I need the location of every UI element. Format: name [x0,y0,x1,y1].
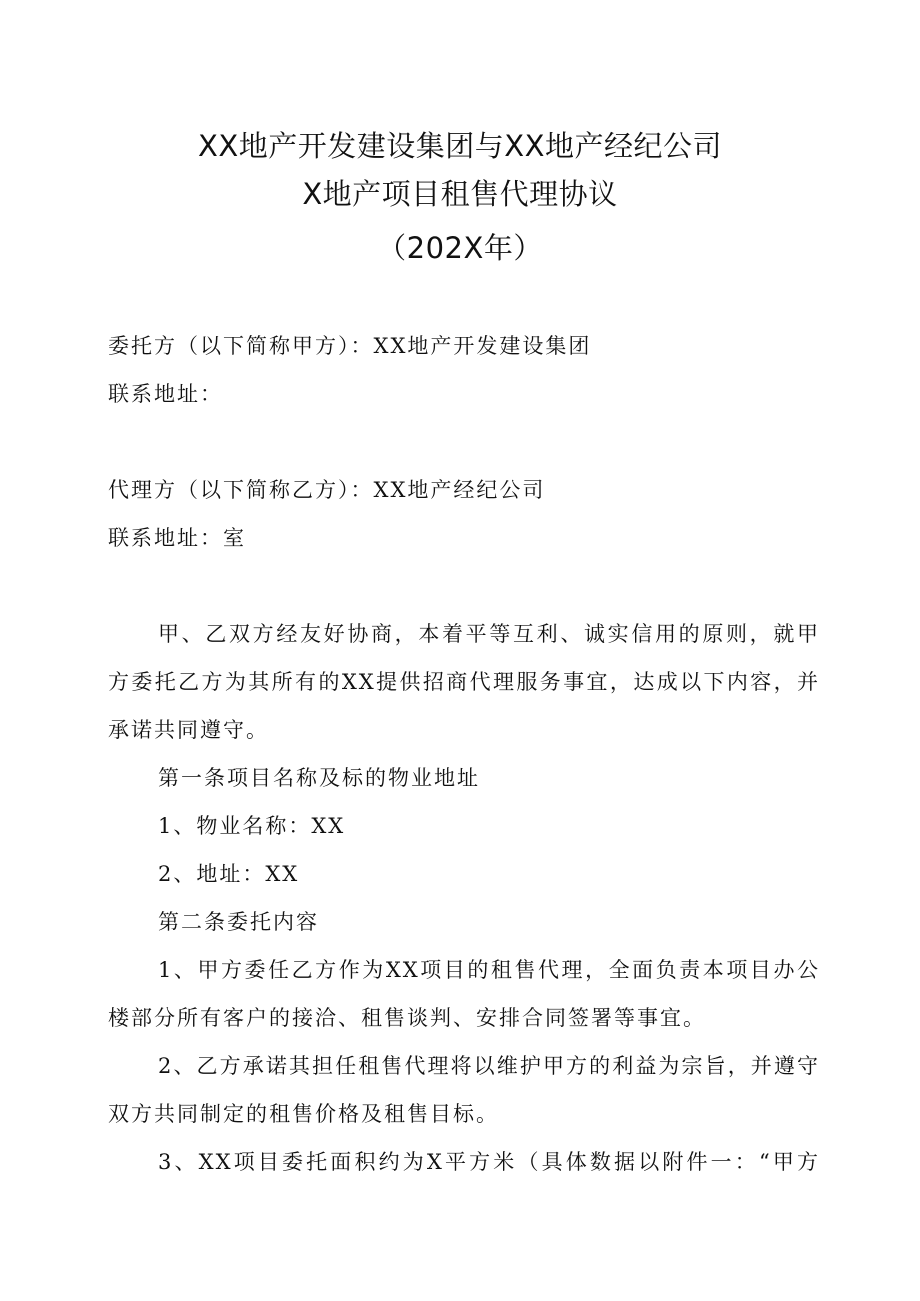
document-title-line-2: X地产项目租售代理协议 [302,177,618,211]
document-title-line-1: XX地产开发建设集团与XX地产经纪公司 [198,129,722,163]
client-party-line: 委托方（以下简称甲方）：XX地产开发建设集团 [108,334,592,358]
agent-address-line: 联系地址：室 [108,526,246,550]
article-2-clause-3-line-1: 3、XX项目委托面积约为X平方米（具体数据以附件一：“甲方 [158,1150,820,1174]
preamble-line-2: 方委托乙方为其所有的XX提供招商代理服务事宜，达成以下内容，并 [108,670,820,694]
article-1-item-2: 2、地址：XX [158,862,300,886]
article-2-heading: 第二条委托内容 [158,910,319,934]
document-title-year: （202X年） [377,231,543,265]
article-2-clause-2-line-2: 双方共同制定的租售价格及租售目标。 [108,1102,499,1126]
client-address-line: 联系地址： [108,382,223,406]
article-1-item-1: 1、物业名称：XX [158,814,346,838]
preamble-line-1: 甲、乙双方经友好协商，本着平等互利、诚实信用的原则，就甲 [158,622,820,646]
article-2-clause-1-line-2: 楼部分所有客户的接洽、租售谈判、安排合同签署等事宜。 [108,1006,706,1030]
agent-party-line: 代理方（以下简称乙方）：XX地产经纪公司 [108,478,546,502]
article-1-heading: 第一条项目名称及标的物业地址 [158,766,480,790]
article-2-clause-2-line-1: 2、乙方承诺其担任租售代理将以维护甲方的利益为宗旨，并遵守 [158,1054,820,1078]
preamble-line-3: 承诺共同遵守。 [108,718,269,742]
article-2-clause-1-line-1: 1、甲方委任乙方作为XX项目的租售代理，全面负责本项目办公 [158,958,820,982]
